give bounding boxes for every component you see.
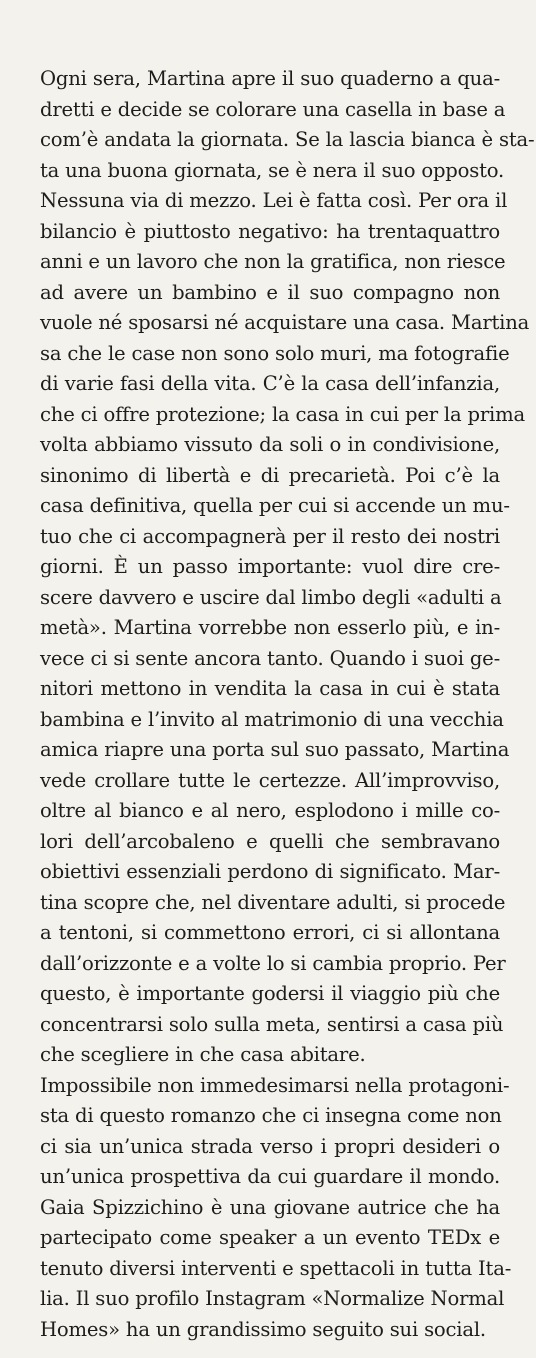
text-line: che scegliere in che casa abitare. xyxy=(40,1043,366,1066)
paragraph-plot-summary xyxy=(40,64,535,1071)
text-line: ad avere un bambino e il suo compagno non xyxy=(40,280,500,304)
text-line: a tentoni, si commettono errori, ci si allontana xyxy=(40,921,500,944)
text-line: sinonimo di libertà e di precarietà. Poi c’è la xyxy=(40,463,500,487)
text-line: ci sia un’unica strada verso i propri desideri o xyxy=(40,1134,500,1158)
text-line: Impossibile non immedesimarsi nella protagoni- xyxy=(40,1073,510,1097)
text-line: anni e un lavoro che non la gratifica, non riesce xyxy=(40,250,506,273)
text-line: concentrarsi solo sulla meta, sentirsi a casa più xyxy=(40,1012,504,1036)
text-line: questo, è importante godersi il viaggio più che xyxy=(40,982,500,1005)
text-line: tina scopre che, nel diventare adulti, si procede xyxy=(40,890,506,914)
text-line: volta abbiamo vissuto da soli o in condivisione, xyxy=(40,433,500,456)
text-line: che ci offre protezione; la casa in cui per la prima xyxy=(40,402,525,426)
text-line: casa definitiva, quella per cui si accende un mu- xyxy=(40,494,510,517)
text-line: sa che le case non sono solo muri, ma fotografie xyxy=(40,341,510,365)
text-line: tenuto diversi interventi e spettacoli in tutta Ita- xyxy=(40,1256,512,1280)
text-line: sta di questo romanzo che ci insegna come non xyxy=(40,1104,502,1127)
text-line: giorni. È un passo importante: vuol dire cre- xyxy=(40,555,500,578)
text-line: oltre al bianco e al nero, esplodono i mille co- xyxy=(40,799,500,822)
text-line: partecipato come speaker a un evento TEDx e xyxy=(40,1226,500,1249)
text-line: Homes» ha un grandissimo seguito sui social. xyxy=(40,1317,486,1341)
text-line: dall’orizzonte e a volte lo si cambia proprio. Per xyxy=(40,951,506,975)
text-line: vuole né sposarsi né acquistare una casa. Martina xyxy=(40,311,530,334)
blurb-text xyxy=(40,64,535,1345)
text-line: vece ci si sente ancora tanto. Quando i suoi ge- xyxy=(40,646,500,670)
text-line: dretti e decide se colorare una casella in base a xyxy=(40,97,506,121)
text-line: un’unica prospettiva da cui guardare il mondo. xyxy=(40,1165,500,1188)
text-line: nitori mettono in vendita la casa in cui è stata xyxy=(40,677,500,700)
text-line: bilancio è piuttosto negativo: ha trentaquattro xyxy=(40,219,500,243)
text-line: obiettivi essenziali perdono di significato. Mar- xyxy=(40,860,500,883)
paragraph-author-note xyxy=(40,1071,512,1346)
text-line: scere davvero e uscire dal limbo degli «adulti a xyxy=(40,585,502,609)
text-line: amica riapre una porta sul suo passato, Martina xyxy=(40,738,510,761)
text-line: com’è andata la giornata. Se la lascia bianca è sta- xyxy=(40,128,535,151)
text-line: ta una buona giornata, se è nera il suo opposto. xyxy=(40,158,505,182)
text-line: di varie fasi della vita. C’è la casa dell’infanzia, xyxy=(40,372,500,395)
text-line: tuo che ci accompagnerà per il resto dei nostri xyxy=(40,524,500,548)
text-line: metà». Martina vorrebbe non esserlo più, e in- xyxy=(40,616,500,639)
text-line: Gaia Spizzichino è una giovane autrice che ha xyxy=(40,1195,500,1219)
text-line: vede crollare tutte le certezze. All’improvviso, xyxy=(40,768,500,792)
text-line: lia. Il suo profilo Instagram «Normalize Normal xyxy=(40,1287,505,1310)
text-line: lori dell’arcobaleno e quelli che sembravano xyxy=(40,829,500,853)
text-line: Ogni sera, Martina apre il suo quaderno a qua- xyxy=(40,67,500,90)
text-line: Nessuna via di mezzo. Lei è fatta così. Per ora il xyxy=(40,189,508,212)
text-line: bambina e l’invito al matrimonio di una vecchia xyxy=(40,707,504,731)
